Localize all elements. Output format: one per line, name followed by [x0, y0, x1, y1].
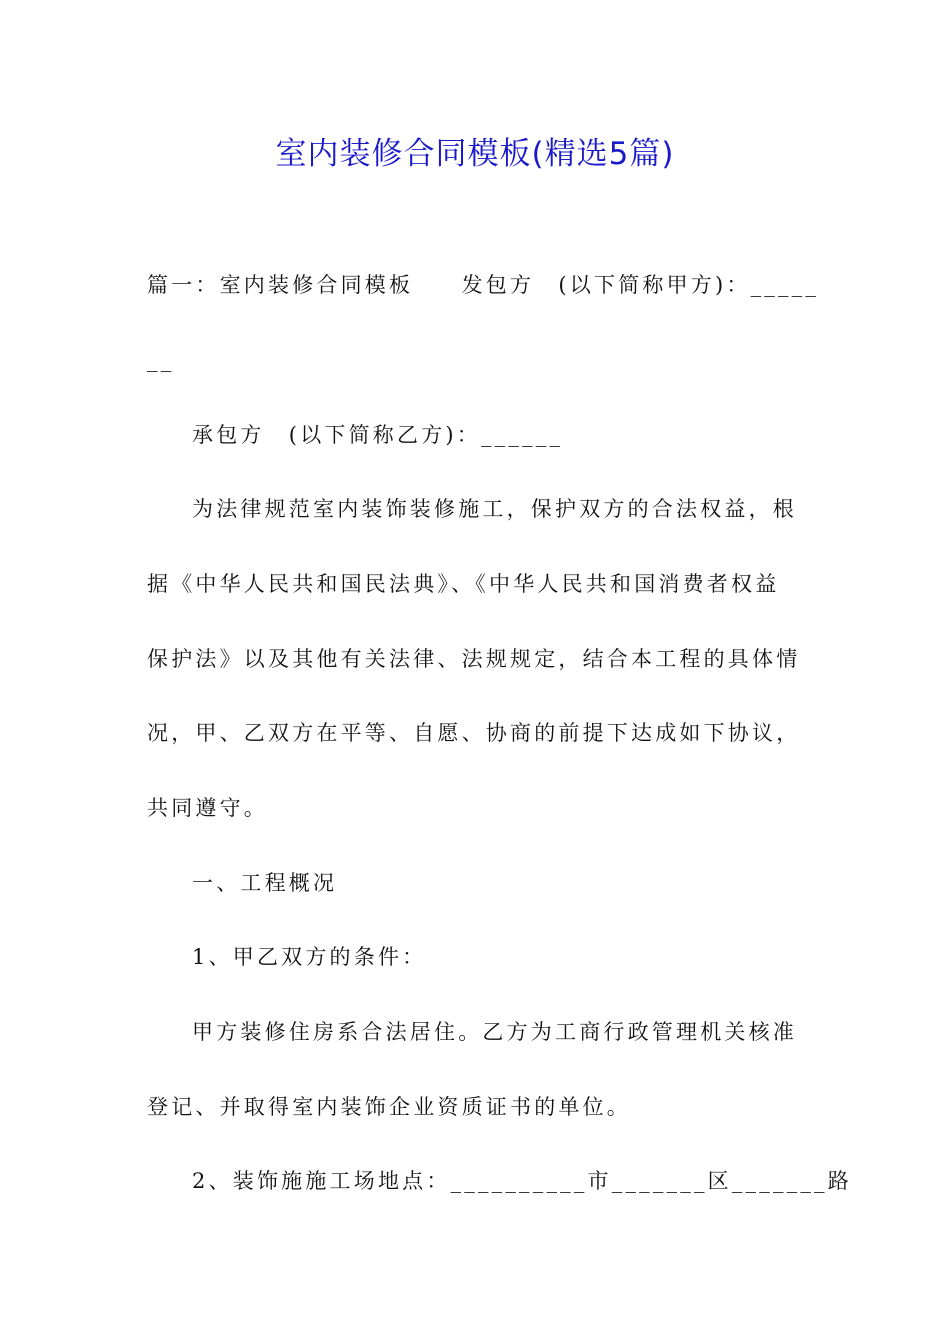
- section-heading: 一、工程概况: [192, 871, 338, 895]
- subsection-heading: 2、装饰施施工场地点：__________市_______区_______路: [192, 1169, 852, 1193]
- paragraph-line: __: [147, 348, 175, 372]
- paragraph-line: 篇一：室内装修合同模板 发包方 (以下简称甲方)：_____: [147, 273, 820, 297]
- paragraph-line: 保护法》以及其他有关法律、法规规定，结合本工程的具体情: [147, 647, 801, 671]
- document-title: 室内装修合同模板(精选5篇): [275, 136, 675, 172]
- paragraph-line: 承包方 (以下简称乙方)：______: [192, 423, 564, 447]
- paragraph-line: 据《中华人民共和国民法典》、《中华人民共和国消费者权益: [147, 572, 780, 596]
- subsection-heading: 1、甲乙双方的条件：: [192, 945, 427, 969]
- paragraph-line: 共同遵守。: [147, 796, 268, 820]
- paragraph-line: 况，甲、乙双方在平等、自愿、协商的前提下达成如下协议，: [147, 721, 801, 745]
- paragraph-line: 为法律规范室内装饰装修施工，保护双方的合法权益，根: [192, 497, 797, 521]
- paragraph-line: 登记、并取得室内装饰企业资质证书的单位。: [147, 1095, 631, 1119]
- paragraph-line: 甲方装修住房系合法居住。乙方为工商行政管理机关核准: [192, 1020, 797, 1044]
